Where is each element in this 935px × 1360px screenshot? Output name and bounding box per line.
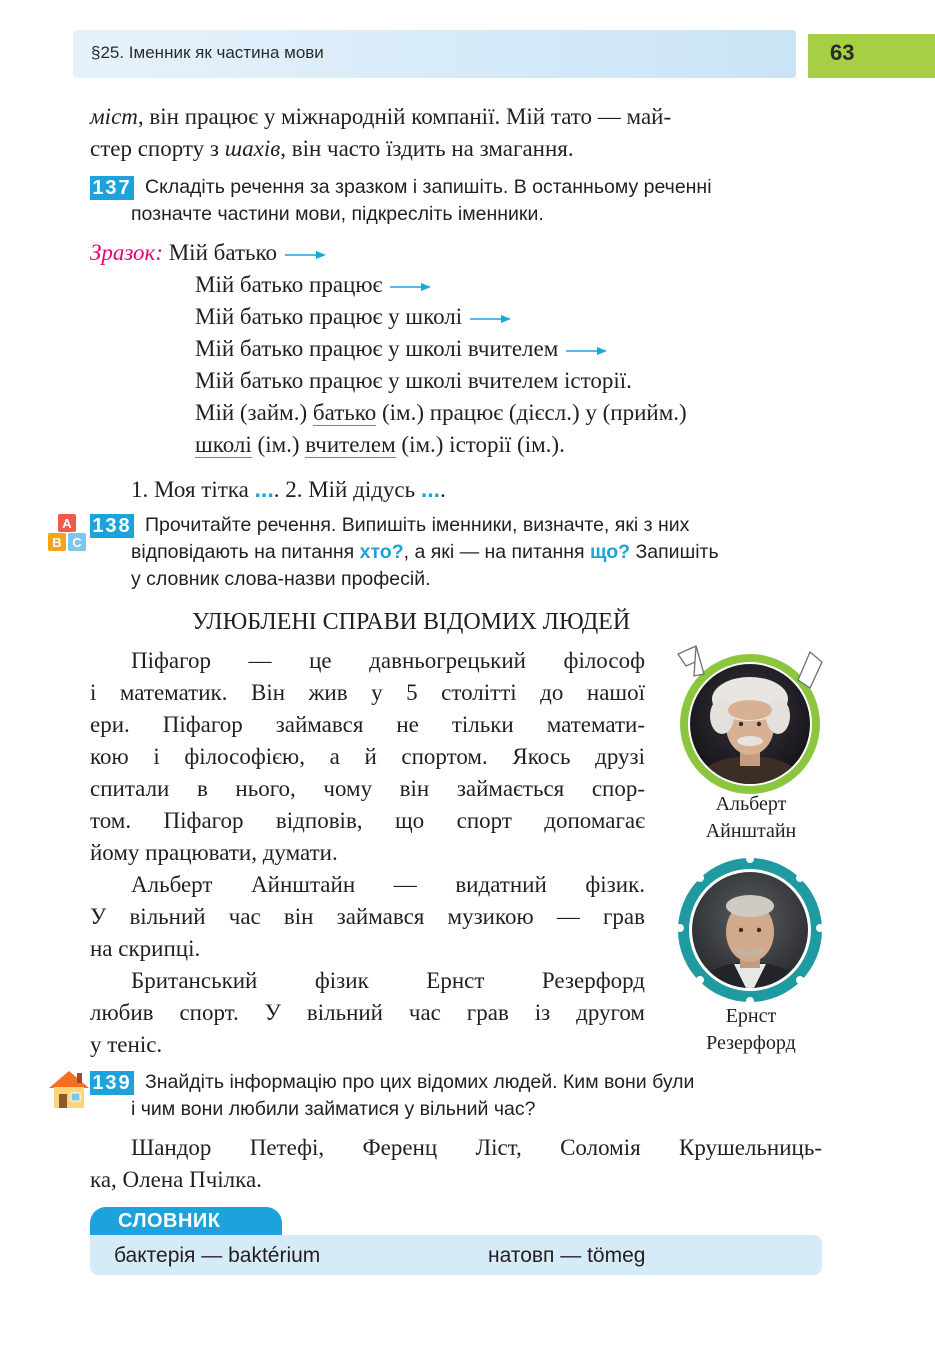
names-line-1: Шандор Петефі, Ференц Ліст, Соломія Крушельниць- [131,1135,822,1160]
sample-step: Мій батько працює у школі вчителем історії. [195,368,632,393]
sample-step: Мій батько працює у школі [195,304,463,329]
arrow-right-icon [470,314,512,324]
underlined-noun: школі [195,432,252,457]
rutherford-portrait [672,856,830,1004]
arrow-right-icon [390,282,432,292]
task-138-line-3: у словник слова-назви професій. [131,568,431,590]
story-p1-line: том. Піфагор відповів, що спорт допомагає [90,808,645,833]
task-137-line-1: Складіть речення за зразком і запишіть. В останньому реченні [145,176,712,198]
arrow-right-icon [566,346,608,356]
home-icon [47,1068,91,1110]
story-p3-line: Британський фізик Ернст Резерфорд [131,968,645,993]
page-header [73,30,796,78]
task-139-line-1: Знайдіть інформацію про цих відомих людей. Ким вони були [145,1071,695,1093]
text: , він часто їздить на змагання. [280,136,574,161]
text: (ім.) [251,432,306,457]
arrow-right-icon [285,250,327,260]
sample-row-5 [195,365,632,397]
story-p1-line: ери. Піфагор займався не тільки математи- [90,712,645,737]
text: , а які — на питання [403,541,591,563]
sample-label: Зразок: [90,240,163,265]
task-number-139: 139 [90,1071,134,1095]
sample-row-1 [90,237,327,269]
text: , він працює у міжнародній компанії. Мій тато — май- [137,104,672,129]
caption-einstein-first: Альберт [715,793,787,815]
sample-step: Мій батько працює [195,272,383,297]
exercise-line [131,473,446,506]
task-137-line-2: позначте частини мови, підкресліть іменники. [131,203,544,225]
text: стер спорту з [90,136,225,161]
intro-line-2 [90,133,574,165]
story-p1-line: кою і філософією, а й спортом. Якось друзі [90,744,645,769]
text: 1. Моя тітка [131,477,255,502]
story-p2-line: на скрипці. [90,936,201,961]
dictionary-tab [90,1207,282,1237]
story-p1-line: і математик. Він жив у 5 столітті до нашої [90,680,645,705]
intro-line-1 [90,101,671,133]
story-p3-line: любив спорт. У вільний час грав із другом [90,1000,645,1025]
text: (ім.) працює (дієсл.) у (прийм.) [376,400,687,425]
block-letter-a: A [62,516,72,531]
dictionary-item: натовп — tömeg [488,1244,646,1267]
sample-row-3 [195,301,512,333]
sample-step: Мій батько [168,240,277,265]
story-p1-line: йому працювати, думати. [90,840,338,865]
caption-rutherford-last: Резерфорд [706,1032,796,1054]
text: (ім.) історії (ім.). [395,432,565,457]
analysis-line-1 [195,397,687,429]
question-who: хто? [359,541,404,563]
italic-word: шахів [224,136,281,161]
blank-dots: ... [254,476,274,502]
dictionary-item: бактерія — baktérium [114,1244,321,1267]
abc-blocks-icon [47,513,89,553]
task-138-line-1: Прочитайте речення. Випишіть іменники, визначте, які з них [145,514,690,536]
caption-rutherford-first: Ернст [725,1005,777,1027]
dictionary-bar [90,1235,822,1275]
names-line-2: ка, Олена Пчілка. [90,1167,262,1192]
story-p2-line: Альберт Айнштайн — видатний фізик. [131,872,645,897]
question-what: що? [590,541,631,563]
analysis-line-2 [195,429,565,461]
text: Мій (займ.) [195,400,313,425]
story-p1-line: Піфагор — це давньогрецький філософ [131,648,645,673]
sample-row-4 [195,333,608,365]
block-letter-c: C [72,535,82,550]
section-title: §25. Іменник як частина мови [91,43,324,62]
underlined-noun: батько [312,400,377,425]
dictionary-title: СЛОВНИК [118,1210,221,1232]
sample-row-2 [195,269,432,301]
block-letter-b: B [52,535,62,550]
text: . 2. Мій дідусь [273,477,421,502]
task-number-138: 138 [90,514,134,538]
story-title: УЛЮБЛЕНІ СПРАВИ ВІДОМИХ ЛЮДЕЙ [192,609,631,635]
caption-einstein-last: Айнштайн [705,820,797,842]
sample-step: Мій батько працює у школі вчителем [195,336,559,361]
einstein-portrait [672,644,830,794]
underlined-noun: вчителем [305,432,396,457]
blank-dots: ... [420,476,441,502]
text: відповідають на питання [131,541,360,563]
italic-word: міст [90,104,138,129]
page-number-badge [808,34,935,78]
story-p2-line: У вільний час він займався музикою — грав [90,904,645,929]
text: . [440,477,446,502]
task-139-line-2: і чим вони любили займатися у вільний час? [131,1098,536,1120]
task-number-137: 137 [90,176,134,200]
text: Запишіть [630,541,719,563]
story-p3-line: у теніс. [90,1032,163,1057]
task-138-line-2 [131,539,719,566]
story-p1-line: спитали в нього, чому він займається спор- [90,776,645,801]
page-number: 63 [830,40,855,65]
